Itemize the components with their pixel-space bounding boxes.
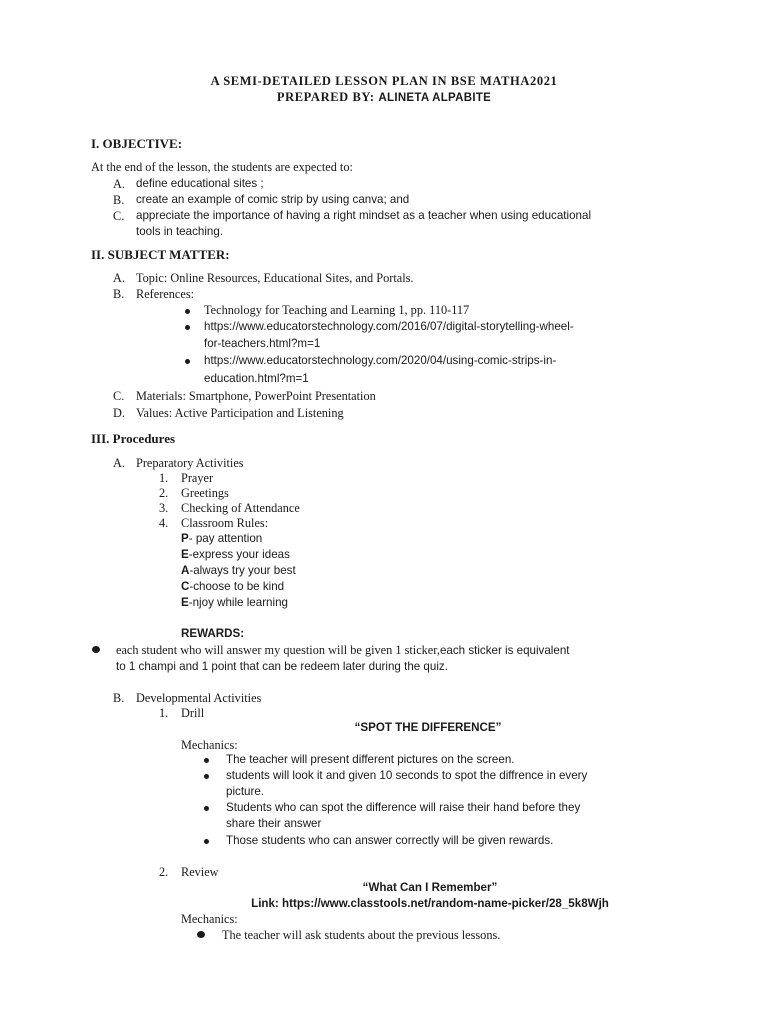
reference-link[interactable]: https://www.educatorstechnology.com/2016/07/digital-storytelling-wheel- (204, 320, 574, 333)
prep-marker-2: 2. (159, 486, 169, 500)
prep-marker-1: 1. (159, 471, 169, 485)
preparatory-marker: A. (113, 456, 125, 470)
review-link-label: Link: (251, 897, 283, 910)
rule-p: P- pay attention (181, 532, 263, 545)
objective-item-c: appreciate the importance of having a right mindset as a teacher when using educational (136, 209, 592, 222)
drill-mechanic-item: Those students who can answer correctly will be given rewards. (226, 834, 554, 847)
drill-game-title: “SPOT THE DIFFERENCE” (354, 721, 502, 734)
rule-c: C-choose to be kind (181, 580, 285, 593)
preparatory-label: Preparatory Activities (136, 456, 244, 470)
bullet-icon (185, 359, 190, 364)
drill-mechanic-item: The teacher will present different pictures on the screen. (226, 753, 515, 766)
values-text: Values: Active Participation and Listening (136, 406, 344, 420)
objective-item-b: create an example of comic strip by using canva; and (136, 193, 410, 206)
developmental-label: Developmental Activities (136, 691, 262, 705)
objective-heading: I. OBJECTIVE: (91, 136, 183, 151)
bullet-icon (197, 931, 205, 938)
review-game-title: “What Can I Remember” (362, 881, 498, 894)
objective-marker-b: B. (113, 193, 125, 207)
author-name: ALINETA ALPABITE (378, 92, 492, 104)
document-title: A SEMI-DETAILED LESSON PLAN IN BSE MATHA2021 (210, 74, 558, 88)
reference-link[interactable]: https://www.educatorstechnology.com/2020/04/using-comic-strips-in- (204, 354, 557, 367)
drill-mechanic-item: Students who can spot the difference will raise their hand before they (226, 801, 581, 814)
objective-marker-c: C. (113, 209, 125, 223)
prep-item-rules: Classroom Rules: (181, 516, 269, 530)
reference-item: Technology for Teaching and Learning 1, pp. 110-117 (204, 303, 470, 317)
prep-item-prayer: Prayer (181, 471, 214, 485)
rewards-heading: REWARDS: (181, 627, 245, 640)
references-label: References: (136, 287, 195, 301)
reference-link-cont[interactable]: for-teachers.html?m=1 (204, 337, 321, 350)
objective-item-a: define educational sites ; (136, 177, 264, 190)
topic-marker: A. (113, 271, 125, 285)
objective-intro: At the end of the lesson, the students are expected to: (91, 160, 353, 174)
bullet-icon (204, 806, 209, 811)
prep-marker-4: 4. (159, 516, 169, 530)
drill-mechanic-item-cont: share their answer (226, 817, 322, 830)
prepared-by (0, 89, 768, 106)
references-marker: B. (113, 287, 125, 301)
review-mechanic-item: The teacher will ask students about the previous lessons. (222, 928, 501, 942)
bullet-icon (204, 839, 209, 844)
review-marker: 2. (159, 865, 169, 879)
rule-e2: E-njoy while learning (181, 596, 288, 609)
bullet-icon (92, 646, 100, 653)
bullet-icon (185, 309, 190, 314)
drill-mechanic-item-cont: picture. (226, 785, 265, 798)
reference-link-cont[interactable]: education.html?m=1 (204, 372, 309, 385)
drill-mechanics-label: Mechanics: (181, 738, 238, 752)
drill-label: Drill (181, 706, 205, 720)
rule-a: A-always try your best (181, 564, 296, 577)
procedures-heading: III. Procedures (91, 431, 176, 446)
materials-text: Materials: Smartphone, PowerPoint Presentation (136, 389, 376, 403)
review-link[interactable] (0, 896, 768, 912)
review-mechanics-label: Mechanics: (181, 912, 238, 926)
values-marker: D. (113, 406, 125, 420)
prep-item-attendance: Checking of Attendance (181, 501, 300, 515)
objective-item-c-cont: tools in teaching. (136, 225, 224, 238)
subject-matter-heading: II. SUBJECT MATTER: (91, 247, 230, 262)
rule-e: E-express your ideas (181, 548, 290, 561)
objective-marker-a: A. (113, 177, 125, 191)
materials-marker: C. (113, 389, 125, 403)
prep-marker-3: 3. (159, 501, 169, 515)
review-link-url[interactable]: https://www.classtools.net/random-name-picker/28_5k8Wjh (282, 897, 609, 910)
prepared-by-label: PREPARED BY: (276, 90, 379, 104)
developmental-marker: B. (113, 691, 125, 705)
rewards-text: each student who will answer my question will be given 1 sticker,each sticker is equivalent (116, 643, 570, 657)
topic-text: Topic: Online Resources, Educational Sites, and Portals. (136, 271, 414, 285)
prep-item-greetings: Greetings (181, 486, 229, 500)
rewards-text-cont: to 1 champi and 1 point that can be redeem later during the quiz. (116, 660, 448, 673)
drill-mechanic-item: students will look it and given 10 seconds to spot the diffrence in every (226, 769, 588, 782)
review-label: Review (181, 865, 219, 879)
bullet-icon (204, 774, 209, 779)
bullet-icon (185, 325, 190, 330)
bullet-icon (204, 758, 209, 763)
drill-marker: 1. (159, 706, 169, 720)
